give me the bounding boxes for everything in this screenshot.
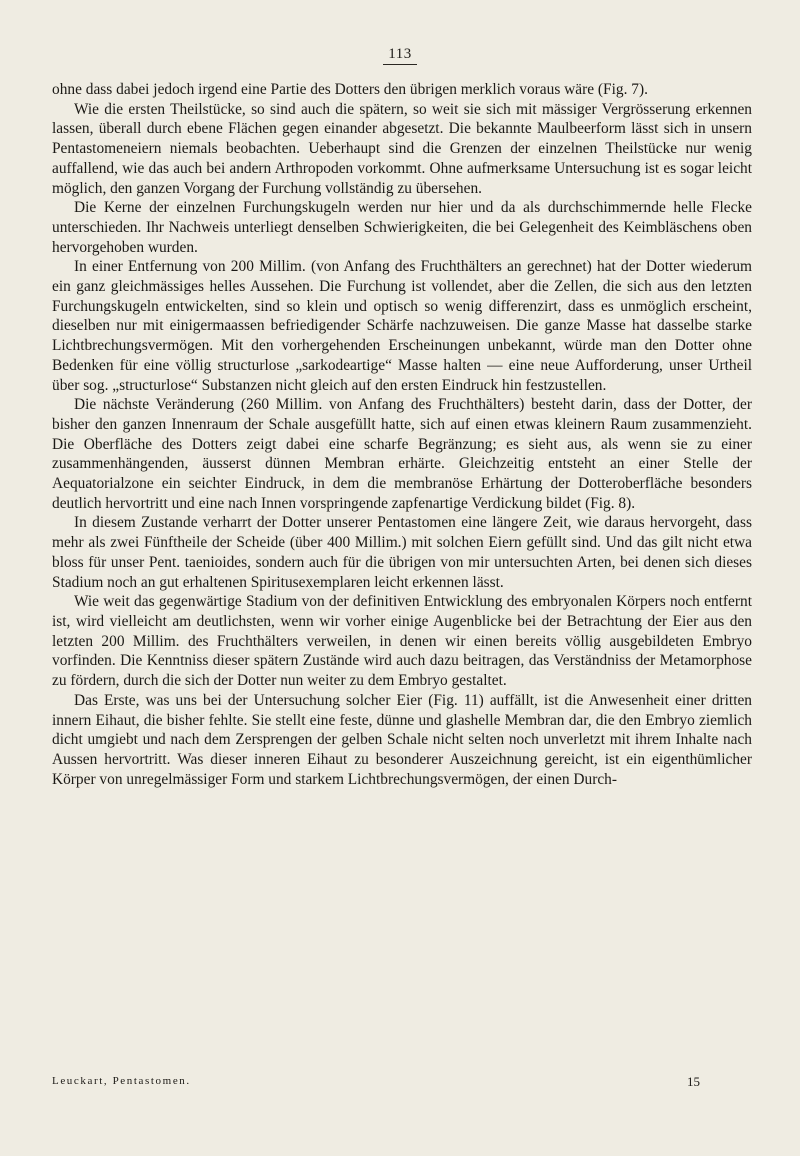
footer-author: Leuckart, Pentastomen. <box>52 1075 191 1087</box>
page-number: 113 <box>388 46 412 62</box>
paragraph: Das Erste, was uns bei der Untersuchung solcher Eier (Fig. 11) auffällt, ist die Anwesenheit einer dritten innern Eihaut, die bisher fehlte. Sie stellt eine feste, dünne und glashelle Membran dar, die den Embryo ziemlich dicht umgiebt und nach dem Zersprengen der gelben Schale nicht selten noch unverletzt mit ihrem Inhalte nach Aussen hervortritt. Was dieser inneren Eihaut zu besonderer Auszeichnung gereicht, ist ein eigenthümlicher Körper von unregelmässiger Form und starkem Lichtbrechungsvermögen, der einen Durch- <box>52 691 752 788</box>
paragraph: In diesem Zustande verharrt der Dotter unserer Pentastomen eine längere Zeit, wie daraus hervorgeht, dass mehr als zwei Fünftheile der Scheide (über 400 Millim.) mit solchen Eiern gefüllt sind. Und das gilt nicht etwa bloss für unser Pent. taenioides, sondern auch für die übrigen von mir untersuchten Arten, bei denen sich dieses Stadium noch an gut erhaltenen Spiritusexemplaren leicht erkennen lässt. <box>52 514 752 591</box>
paragraph: Die nächste Veränderung (260 Millim. von Anfang des Fruchthälters) besteht darin, dass der Dotter, der bisher den ganzen Innenraum der Schale ausgefüllt hatte, sich auf einen etwas kleinern Raum zusammenzieht. Die Oberfläche des Dotters zeigt dabei eine scharfe Begränzung; es sieht aus, als wenn sie zu einer zusammenhängenden, äusserst dünnen Membran erhärte. Gleichzeitig entsteht an einer Stelle der Aequatorialzone ein seichter Eindruck, in dem die membranöse Erhärtung der Dotteroberfläche besonders deutlich hervortritt und eine nach Innen vorspringende zapfenartige Verdickung bildet (Fig. 8). <box>52 396 752 512</box>
body-text <box>52 80 752 789</box>
paragraph: Die Kerne der einzelnen Furchungskugeln werden nur hier und da als durchschimmernde helle Flecke unterschieden. Ihr Nachweis unterliegt denselben Schwierigkeiten, die bei Gelegenheit des Keimbläschens oben hervorgehoben wurden. <box>52 199 752 256</box>
paragraph-continuation: ohne dass dabei jedoch irgend eine Partie des Dotters den übrigen merklich voraus wäre (Fig. 7). <box>52 81 648 98</box>
paragraph: Wie weit das gegenwärtige Stadium von der definitiven Entwicklung des embryonalen Körpers noch entfernt ist, wird vielleicht am deutlichsten, wenn wir vorher einige Augenblicke bei der Betrachtung der Eier aus den letzten 200 Millim. des Fruchthälters verweilen, in denen wir einen bereits völlig ausgebildeten Embryo vorfinden. Die Kenntniss dieser spätern Zustände wird auch dazu beitragen, das Verständniss der Metamorphose zu fördern, durch die sich der Dotter nun weiter zu dem Embryo gestaltet. <box>52 593 752 690</box>
page-footer <box>52 1075 752 1093</box>
paragraph: In einer Entfernung von 200 Millim. (von Anfang des Fruchthälters an gerechnet) hat der Dotter wiederum ein ganz gleichmässiges helles Aussehen. Die Furchung ist vollendet, aber die Zellen, die sich aus den letzten Furchungskugeln entwickelten, sind so klein und optisch so wenig differenzirt, dass es unmöglich erscheint, dieselben nur mit einigermaassen befriedigender Schärfe nachzuweisen. Die ganze Masse hat dasselbe starke Lichtbrechungsvermögen. Mit den vorhergehenden Erscheinungen unbekannt, würde man den Dotter ohne Bedenken für eine völlig structurlose „sarkodeartige“ Masse halten — eine neue Aufforderung, unser Urtheil über sog. „structurlose“ Substanzen nicht gleich auf den ersten Eindruck hin festzustellen. <box>52 258 752 394</box>
page-number-underline <box>383 64 417 65</box>
signature-mark: 15 <box>687 1074 700 1089</box>
paragraph: Wie die ersten Theilstücke, so sind auch die spätern, so weit sie sich mit mässiger Vergrösserung erkennen lassen, überall durch ebene Flächen gegen einander abgesetzt. Die bekannte Maulbeerform lässt sich in unsern Pentastomeneiern niemals beobachten. Ueberhaupt sind die Grenzen der einzelnen Theilstücke nur wenig auffallend, wie das auch bei andern Arthropoden vorkommt. Ohne aufmerksame Untersuchung ist es sogar leicht möglich, den ganzen Vorgang der Furchung vollständig zu übersehen. <box>52 100 752 197</box>
